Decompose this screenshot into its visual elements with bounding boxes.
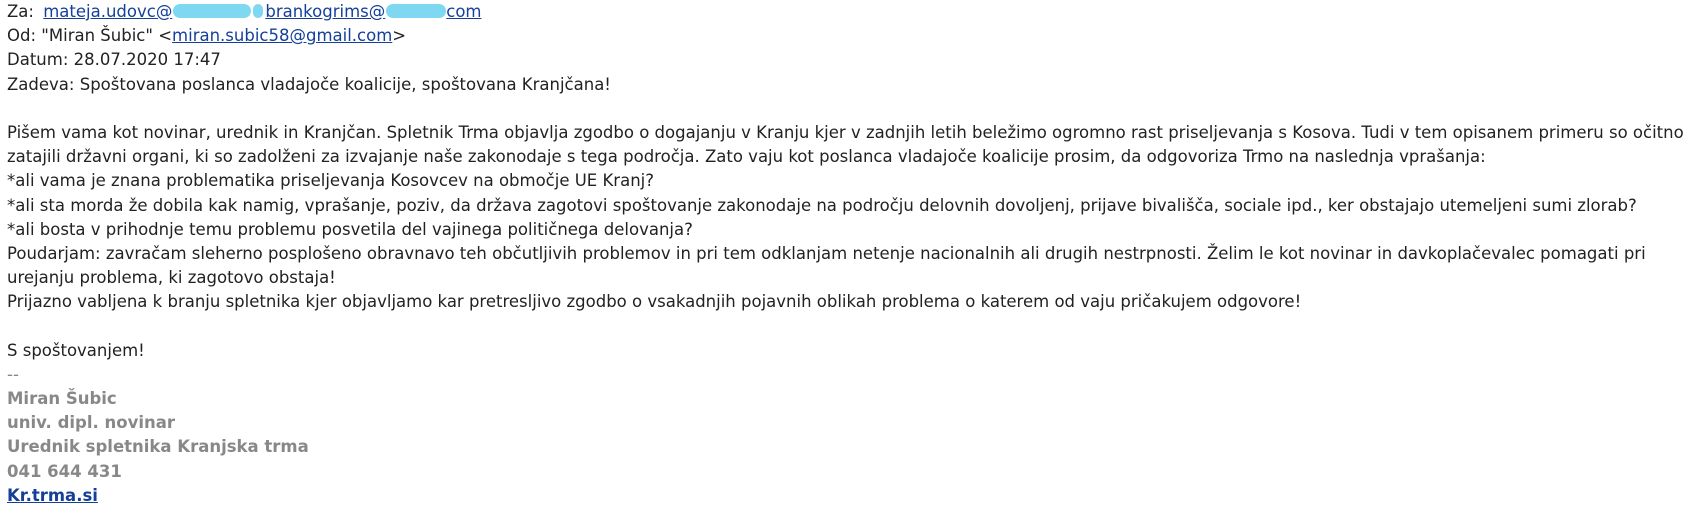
question-3: *ali bosta v prihodnje temu problemu posvetila del vajinega političnega delovanja? [7, 219, 693, 239]
closing: S spoštovanjem! [7, 340, 145, 360]
redaction-mark [253, 4, 263, 18]
signature-title: univ. dipl. novinar [7, 413, 176, 433]
bracket-close: > [392, 26, 407, 46]
to-email-2[interactable]: brankogrims@ com [265, 2, 482, 21]
signature-website-link[interactable]: Kr.trma.si [7, 485, 98, 505]
signature-name: Miran Šubic [7, 389, 117, 409]
to-email-1[interactable]: mateja.udovc@ [43, 2, 263, 21]
subject-label: Zadeva: [7, 74, 75, 94]
bracket-open: < [158, 26, 173, 46]
date-value: 28.07.2020 17:47 [73, 50, 221, 70]
to-row [7, 0, 1695, 24]
to-label: Za: [7, 2, 34, 21]
body-paragraph-3: Prijazno vabljena k branju spletnika kjer objavljamo kar pretresljivo zgodbo o vsakadnjih pojavnih oblikah problema o katerem od vaju pričakujem odgovore! [7, 292, 1302, 312]
question-2: *ali sta morda že dobila kak namig, vprašanje, poziv, da država zagotovi spoštovanje zakonodaje na področju delovnih dovoljenj, prijave bivališča, sociale ipd., ker obstajajo utemeljeni sumi zlorab? [7, 195, 1637, 215]
body-paragraph-1: Pišem vama kot novinar, urednik in Kranjčan. Spletnik Trma objavlja zgodbo o dogajanju v Kranju kjer v zadnjih letih beležimo ogromno rast priseljevanja s Kosova. Tudi v tem opisanem primeru so očitno zatajili državni organi, ki so zadolženi za izvajanje naše zakonodaje s tega področja. Zato vaju kot poslanca vladajoče koalicije prosim, da odgovoriza Trmo na naslednja vprašanja: [7, 122, 1684, 167]
question-1: *ali vama je znana problematika priseljevanja Kosovcev na območje UE Kranj? [7, 171, 654, 191]
from-email-link[interactable]: miran.subic58@gmail.com [172, 26, 393, 46]
signature-separator: -- [7, 364, 19, 384]
signature-phone: 041 644 431 [7, 461, 122, 481]
spacer [7, 97, 1695, 121]
subject-row [7, 73, 1695, 97]
signature-role: Urednik spletnika Kranjska trma [7, 437, 309, 457]
redaction-mark [386, 4, 446, 18]
redaction-mark [173, 4, 251, 18]
signature-website-row [7, 484, 1695, 508]
from-name: "Miran Šubic" [41, 26, 153, 46]
date-label: Datum: [7, 50, 69, 70]
body-paragraph-2: Poudarjam: zavračam sleherno posplošeno obravnavo teh občutljivih problemov in pri tem odklanjam netenje nacionalnih ali drugih nestrpnosti. Želim le kot novinar in davkoplačevalec pomagati pri urejanju problema, ki zagotovo obstaja! [7, 243, 1646, 288]
from-label: Od: [7, 26, 37, 46]
from-row [7, 24, 1695, 48]
subject-value: Spoštovana poslanca vladajoče koalicije, spoštovana Kranjčana! [79, 74, 611, 94]
date-row [7, 48, 1695, 72]
spacer [7, 315, 1695, 339]
